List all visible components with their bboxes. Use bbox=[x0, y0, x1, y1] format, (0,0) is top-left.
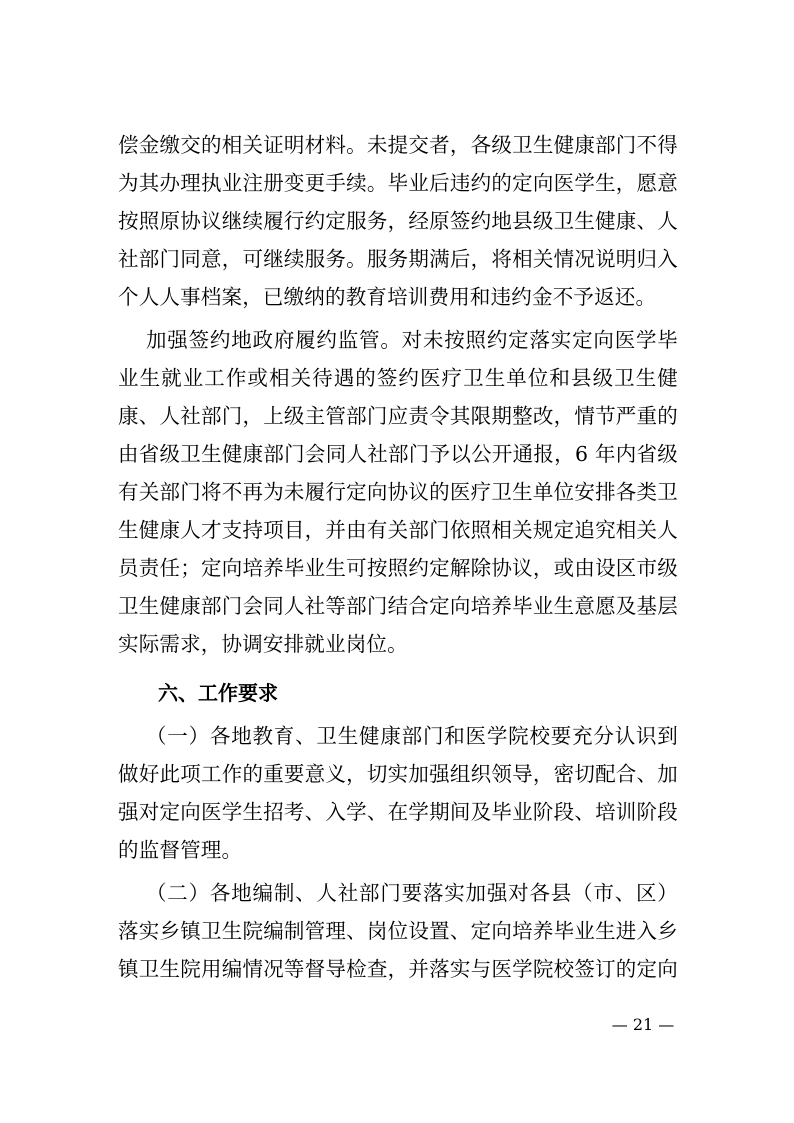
text-line: 康、人社部门，上级主管部门应责令其限期整改，情节严重的 bbox=[118, 404, 678, 428]
text-line: 做好此项工作的重要意义，切实加强组织领导，密切配合、加 bbox=[118, 762, 678, 786]
text-line: （一）各地教育、卫生健康部门和医学院校要充分认识到 bbox=[146, 724, 678, 748]
text-line: 业生就业工作或相关待遇的签约医疗卫生单位和县级卫生健 bbox=[118, 366, 678, 390]
text-line: 加强签约地政府履约监管。对未按照约定落实定向医学毕 bbox=[146, 328, 678, 352]
text-line: 为其办理执业注册变更手续。毕业后违约的定向医学生，愿意 bbox=[118, 171, 678, 195]
section-heading: 六、工作要求 bbox=[158, 681, 278, 705]
text-line: 的监督管理。 bbox=[118, 838, 243, 862]
text-line: 员责任；定向培养毕业生可按照约定解除协议，或由设区市级 bbox=[118, 556, 678, 580]
text-line: 按照原协议继续履行约定服务，经原签约地县级卫生健康、人 bbox=[118, 209, 678, 233]
text-line: 强对定向医学生招考、入学、在学期间及毕业阶段、培训阶段 bbox=[118, 800, 678, 824]
text-line: 生健康人才支持项目，并由有关部门依照相关规定追究相关人 bbox=[118, 518, 678, 542]
text-line: 由省级卫生健康部门会同人社部门予以公开通报，6 年内省级 bbox=[118, 442, 678, 466]
text-line: 实际需求，协调安排就业岗位。 bbox=[118, 632, 408, 656]
text-line: 卫生健康部门会同人社等部门结合定向培养毕业生意愿及基层 bbox=[118, 594, 678, 618]
text-line: 个人人事档案，已缴纳的教育培训费用和违约金不予返还。 bbox=[118, 285, 657, 309]
text-line: 有关部门将不再为未履行定向协议的医疗卫生单位安排各类卫 bbox=[118, 480, 678, 504]
text-line: 落实乡镇卫生院编制管理、岗位设置、定向培养毕业生进入乡 bbox=[118, 919, 678, 943]
text-line: 镇卫生院用编情况等督导检查，并落实与医学院校签订的定向 bbox=[118, 957, 678, 981]
text-line: 偿金缴交的相关证明材料。未提交者，各级卫生健康部门不得 bbox=[118, 133, 678, 157]
page-number: — 21 — bbox=[611, 1015, 675, 1034]
text-line: 社部门同意，可继续服务。服务期满后，将相关情况说明归入 bbox=[118, 247, 678, 271]
text-line: （二）各地编制、人社部门要落实加强对各县（市、区） bbox=[146, 881, 678, 905]
